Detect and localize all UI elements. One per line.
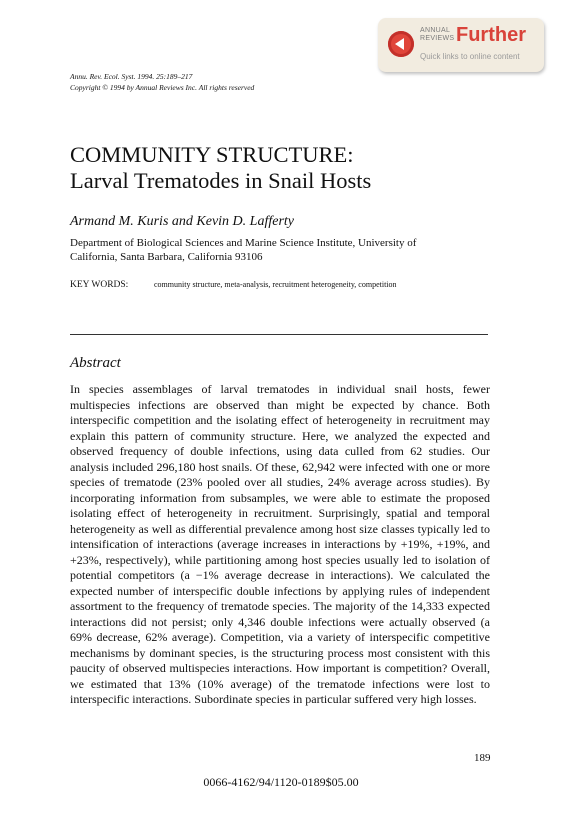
keywords-label: KEY WORDS: [70,280,129,290]
affiliation-line-2: California, Santa Barbara, California 93106 [70,251,263,263]
citation [70,71,254,93]
abstract-heading: Abstract [70,355,121,371]
keywords [70,280,397,290]
badge-annual-reviews-label: ANNUAL REVIEWS [420,27,455,42]
affiliation [70,236,416,264]
price-code: 0066-4162/94/1120-0189$05.00 [203,775,359,789]
annual-reviews-further-badge[interactable] [378,18,544,72]
abstract-body [70,382,490,708]
affiliation-line-1: Department of Biological Sciences and Marine Science Institute, University of [70,237,417,249]
authors: Armand M. Kuris and Kevin D. Lafferty [70,214,294,229]
title-line-2: Larval Trematodes in Snail Hosts [70,168,372,193]
section-divider [70,334,488,335]
citation-line-1: Annu. Rev. Ecol. Syst. 1994. 25:189–217 [70,72,193,81]
abstract-text: In species assemblages of larval trematodes in individual snail hosts, fewer multispecies infections are observed than might be expected by chance. Both interspecific competition and the isolating effect of heterogeneity in recruitment may explain this pattern of community structure. Here, we analyzed the expected and observed frequency of double infections, using data culled from 62 studies. Our analysis included 296,180 host snails. Of these, 62,942 were infected with one or more species of trematode (23% pooled over all studies, 24% average across studies). By incorporating information from subsamples, we were able to estimate the proposed isolating effect of heterogeneity in recruitment. Surprisingly, spatial and temporal heterogeneity as well as differential prevalence among host size classes typically led to intensification of interactions (average increases in interactions by +19%, +19%, and +23%, respectively), while partitioning among host species usually led to isolation of potential competitors (a −1% average decrease in interactions). We calculated the expected number of interspecific double infections by applying rules of independent assortment to the frequency of trematode species. The majority of the 14,333 expected interactions did not persist; only 4,346 double infections were actually observed (a 69% decrease, 62% average). Competition, via a variety of interspecific competitive mechanisms by dominant species, is the structuring process most consistent with this paucity of observed multispecies interactions. How important is competition? Overall, we estimated that 13% (10% average) of the trematode infections were lost to interspecific interactions. Subordinate species in particular suffered very high losses. [70,382,490,706]
badge-further-label: Further [456,24,526,46]
page-number: 189 [474,752,491,764]
keywords-text: community structure, meta-analysis, recruitment heterogeneity, competition [154,280,397,289]
badge-subtitle: Quick links to online content [420,52,520,61]
play-arrow-icon [388,31,414,57]
citation-line-2: Copyright © 1994 by Annual Reviews Inc. All rights reserved [70,83,255,92]
title-line-1: COMMUNITY STRUCTURE: [70,142,354,167]
paper-title [70,142,371,194]
